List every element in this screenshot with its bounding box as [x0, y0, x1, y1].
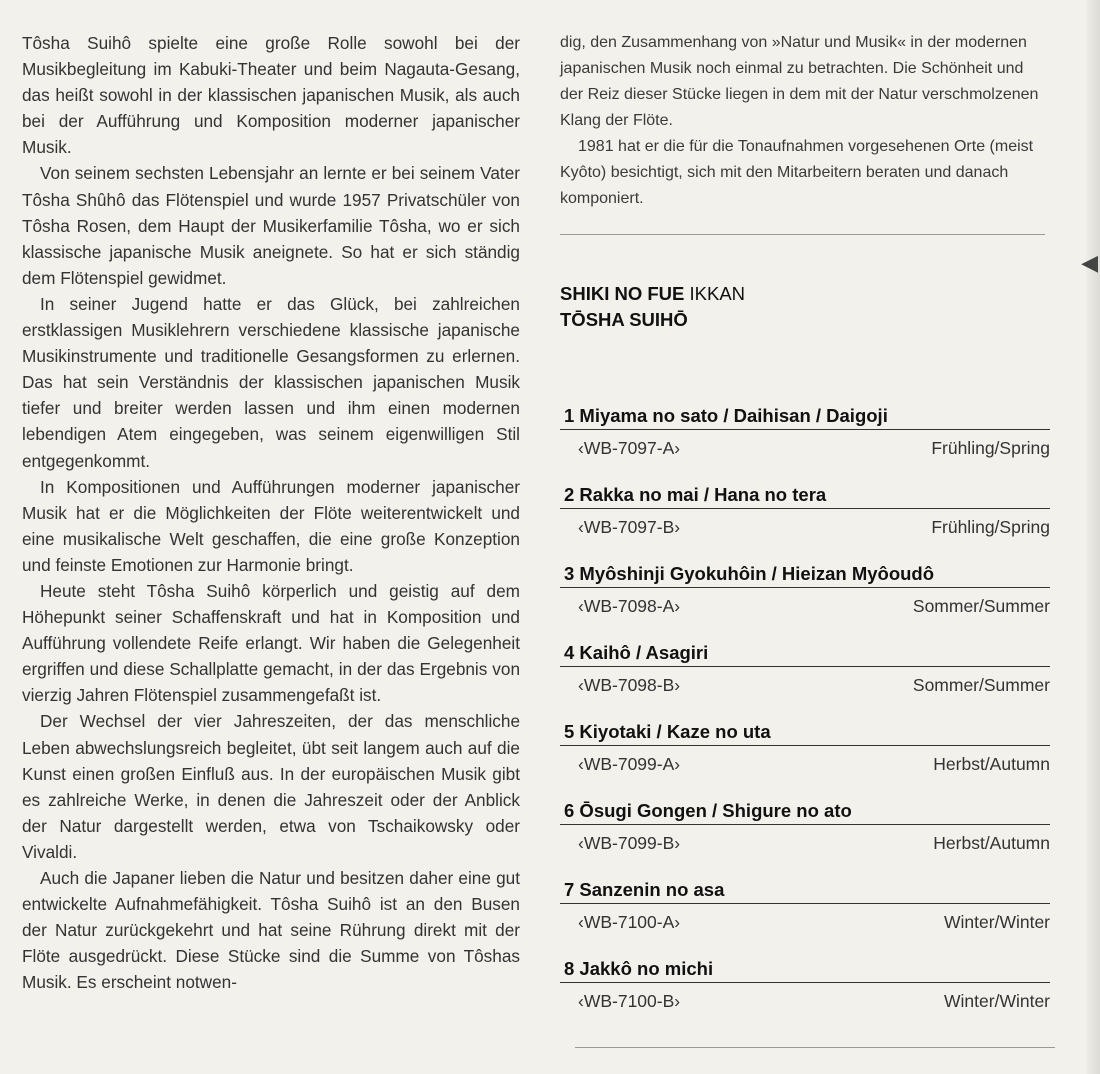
season-label: Frühling/Spring — [931, 517, 1050, 537]
track-title: 5 Kiyotaki / Kaze no uta — [560, 719, 1050, 746]
track-item — [560, 798, 1050, 877]
track-item — [560, 640, 1050, 719]
artist-name: TŌSHA SUIHŌ — [560, 309, 688, 330]
paragraph: dig, den Zusammenhang von »Natur und Musik« in der modernen japanischen Musik noch einmal zu betrachten. Die Schönheit und der Reiz dieser Stücke liegen in dem mit der Natur verschmolzenen Klang der Flöte. — [560, 34, 1039, 129]
paragraph: Heute steht Tôsha Suihô körperlich und geistig auf dem Höhepunkt seiner Schaffenskraft und hat in Komposition und Aufführung vollendete Reife erlangt. Wir haben die Gelegenheit ergriffen und diese Schallplatte gemacht, in der das Ergebnis von vierzig Jahren Flötenspiel zusammengefaßt ist. — [22, 580, 520, 706]
catalog-number: ‹WB-7097-B› — [578, 517, 681, 537]
album-title — [560, 281, 1050, 307]
biography-column — [22, 30, 520, 995]
paragraph: 1981 hat er die für die Tonaufnahmen vorgesehenen Orte (meist Kyôto) besichtigt, sich mit den Mitarbeitern beraten und danach komponiert. — [560, 138, 1034, 207]
page-edge — [1086, 0, 1100, 1074]
track-item — [560, 877, 1050, 956]
catalog-number: ‹WB-7100-A› — [578, 912, 681, 932]
season-label: Winter/Winter — [944, 991, 1050, 1011]
paragraph: Von seinem sechsten Lebensjahr an lernte er bei seinem Vater Tôsha Shûhô das Flötenspiel und wurde 1957 Privatschüler von Tôsha Rosen, dem Haupt der Musikerfamilie Tôsha, wo er sich klassische japanische Musik aneignete. So hat er sich ständig dem Flötenspiel gewidmet. — [22, 163, 520, 288]
track-title: 1 Miyama no sato / Daihisan / Daigoji — [560, 403, 1050, 430]
track-item — [560, 403, 1050, 482]
track-item — [560, 956, 1050, 1035]
track-item — [560, 561, 1050, 640]
catalog-number: ‹WB-7097-A› — [578, 438, 681, 458]
track-item — [560, 482, 1050, 561]
season-label: Sommer/Summer — [912, 596, 1050, 616]
edge-arrow-icon: ◀ — [1081, 250, 1098, 275]
album-title-main: SHIKI NO FUE — [560, 283, 685, 304]
track-title: 3 Myôshinji Gyokuhôin / Hieizan Myôoudô — [560, 561, 1050, 588]
album-heading — [560, 281, 1050, 333]
track-list — [560, 403, 1050, 1035]
catalog-number: ‹WB-7100-B› — [578, 991, 681, 1011]
season-label: Winter/Winter — [944, 912, 1050, 932]
catalog-number: ‹WB-7098-B› — [578, 675, 681, 695]
track-title: 6 Ōsugi Gongen / Shigure no ato — [560, 798, 1050, 825]
divider — [560, 234, 1045, 235]
continuation-text — [560, 30, 1050, 212]
paragraph: In Kompositionen und Aufführungen moderner japanischer Musik hat er die Möglichkeiten der Flöte weiterentwickelt und eine musikalische Welt geschaffen, die eine große Konzeption und feinste Emotionen zur Harmonie bringt. — [22, 476, 520, 575]
track-title: 4 Kaihô / Asagiri — [560, 640, 1050, 667]
track-item — [560, 719, 1050, 798]
paragraph: Tôsha Suihô spielte eine große Rolle sowohl bei der Musikbegleitung im Kabuki-Theater und beim Nagauta-Gesang, das heißt sowohl in der klassischen japanischen Musik, als auch bei der Aufführung und Komposition moderner japanischer Musik. — [22, 33, 520, 158]
bottom-divider — [575, 1047, 1055, 1048]
catalog-number: ‹WB-7099-B› — [578, 833, 681, 853]
paragraph: Auch die Japaner lieben die Natur und besitzen daher eine gut entwickelte Aufnahmefähigkeit. Tôsha Suihô ist an den Busen der Natur zurückgekehrt und hat seine Rührung direkt mit der Flöte ausgedrückt. Diese Stücke sind die Summe von Tôshas Musik. Es erscheint notwen- — [22, 868, 520, 993]
track-title: 8 Jakkô no michi — [560, 956, 1050, 983]
album-title-sub: IKKAN — [689, 283, 746, 304]
season-label: Herbst/Autumn — [933, 754, 1050, 774]
season-label: Frühling/Spring — [931, 438, 1050, 458]
paragraph: Der Wechsel der vier Jahreszeiten, der das menschliche Leben abwechslungsreich begleitet, übt seit langem auch auf die Kunst einen großen Einfluß aus. In der europäischen Musik gibt es zahlreiche Werke, in denen die Jahreszeit oder der Anblick der Natur dargestellt werden, etwa von Tschaikowsky oder Vivaldi. — [22, 711, 520, 862]
season-label: Sommer/Summer — [912, 675, 1050, 695]
liner-notes-column — [560, 30, 1050, 1035]
catalog-number: ‹WB-7099-A› — [578, 754, 681, 774]
paragraph: In seiner Jugend hatte er das Glück, bei zahlreichen erstklassigen Musiklehrern verschiedene klassische japanische Musikinstrumente und traditionelle Gesangsformen zu erlernen. Das hat sein Verständnis der klassischen japanischen Musik tiefer und breiter werden lassen und ihm einen modernen lebendigen Atem eingegeben, was seinem eigenwilligen Stil entgegenkommt. — [22, 293, 520, 471]
season-label: Herbst/Autumn — [933, 833, 1050, 853]
track-title: 7 Sanzenin no asa — [560, 877, 1050, 904]
track-title: 2 Rakka no mai / Hana no tera — [560, 482, 1050, 509]
catalog-number: ‹WB-7098-A› — [578, 596, 681, 616]
